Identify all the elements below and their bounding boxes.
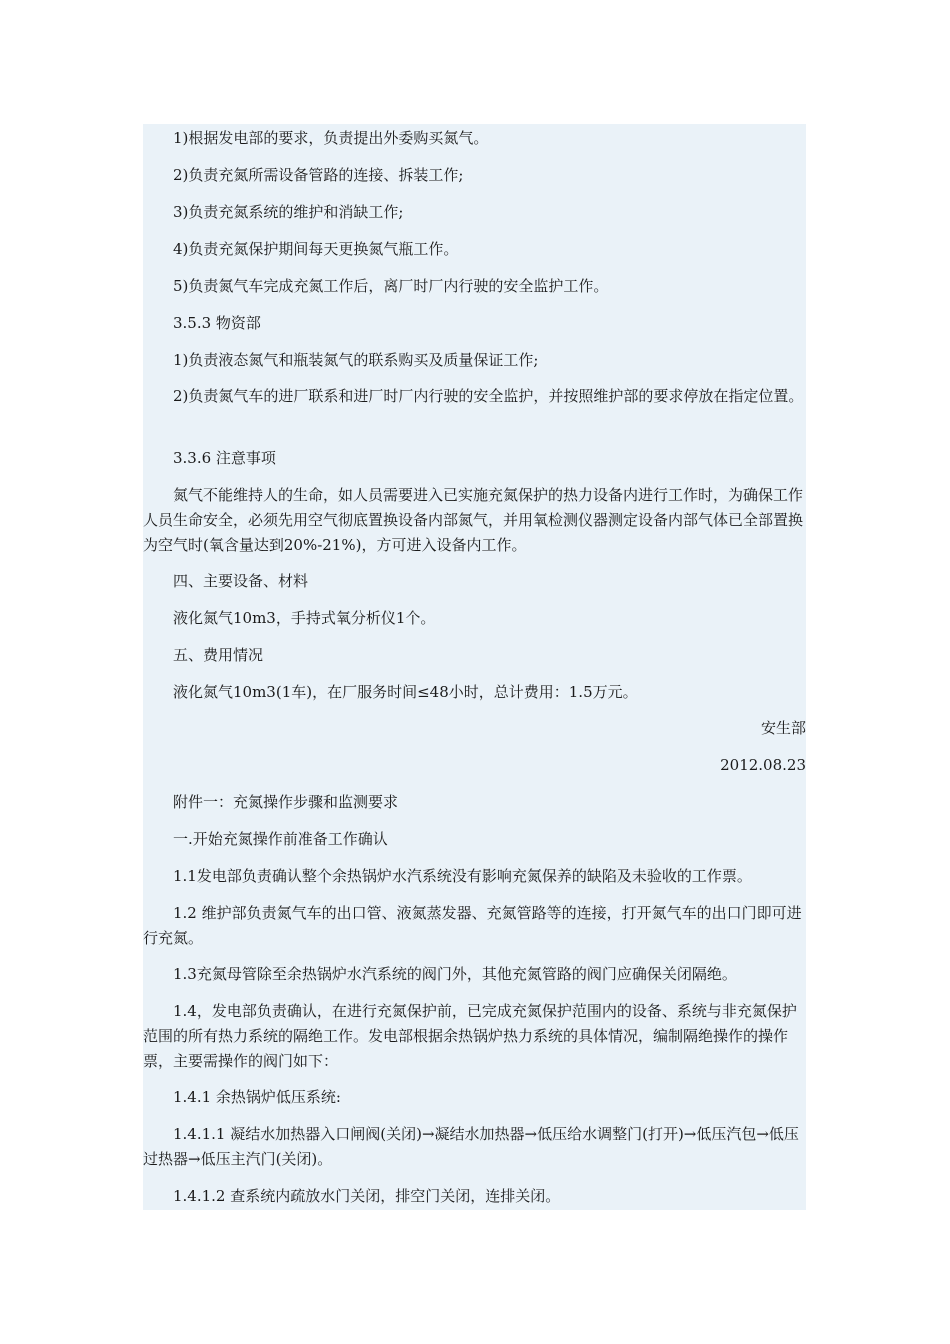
document-body <box>143 124 806 1210</box>
paragraph-step-1-4: 1.4，发电部负责确认，在进行充氮保护前，已完成充氮保护范围内的设备、系统与非充氮保护范围的所有热力系统的隔绝工作。发电部根据余热锅炉热力系统的具体情况，编制隔绝操作的操作票，主要需操作的阀门如下： <box>143 1002 797 1070</box>
section-heading-353: 3.5.3 物资部 <box>173 314 261 332</box>
paragraph-step-1-4-1: 1.4.1 余热锅炉低压系统: <box>173 1088 341 1106</box>
paragraph-step-1-2: 1.2 维护部负责氮气车的出口管、液氮蒸发器、充氮管路等的连接，打开氮气车的出口门即可进行充氮。 <box>143 904 802 947</box>
paragraph-item-5: 5)负责氮气车完成充氮工作后，离厂时厂内行驶的安全监护工作。 <box>173 277 609 295</box>
section-heading-cost: 五、费用情况 <box>173 646 264 664</box>
paragraph-item-2: 2)负责充氮所需设备管路的连接、拆装工作; <box>173 166 464 184</box>
section-heading-prep: 一.开始充氮操作前准备工作确认 <box>173 830 388 848</box>
paragraph-notice: 氮气不能维持人的生命，如人员需要进入已实施充氮保护的热力设备内进行工作时，为确保工作人员生命安全，必须先用空气彻底置换设备内部氮气，并用氧检测仪器测定设备内部气体已全部置换为空气时(氧含量达到20%-21%)，方可进入设备内工作。 <box>143 486 804 554</box>
paragraph-step-1-4-1-2: 1.4.1.2 查系统内疏放水门关闭，排空门关闭，连排关闭。 <box>173 1187 561 1205</box>
paragraph-step-1-1: 1.1发电部负责确认整个余热锅炉水汽系统没有影响充氮保养的缺陷及未验收的工作票。 <box>173 867 752 885</box>
paragraph-item-3: 3)负责充氮系统的维护和消缺工作; <box>173 203 404 221</box>
signature-date: 2012.08.23 <box>720 756 806 774</box>
section-heading-equipment: 四、主要设备、材料 <box>173 572 309 590</box>
paragraph-cost: 液化氮气10m3(1车)，在厂服务时间≤48小时，总计费用：1.5万元。 <box>173 683 638 701</box>
signature-department: 安生部 <box>760 719 806 737</box>
paragraph-equipment: 液化氮气10m3，手持式氧分析仪1个。 <box>173 609 436 627</box>
paragraph-step-1-4-1-1: 1.4.1.1 凝结水加热器入口闸阀(关闭)→凝结水加热器→低压给水调整门(打开)→低压汽包→低压过热器→低压主汽门(关闭)。 <box>143 1125 799 1168</box>
paragraph-supply-2: 2)负责氮气车的进厂联系和进厂时厂内行驶的安全监护，并按照维护部的要求停放在指定位置。 <box>173 387 804 405</box>
paragraph-step-1-3: 1.3充氮母管除至余热锅炉水汽系统的阀门外，其他充氮管路的阀门应确保关闭隔绝。 <box>173 965 737 983</box>
section-heading-336: 3.3.6 注意事项 <box>173 449 276 467</box>
paragraph-item-4: 4)负责充氮保护期间每天更换氮气瓶工作。 <box>173 240 459 258</box>
paragraph-item-1: 1)根据发电部的要求，负责提出外委购买氮气。 <box>173 129 489 147</box>
attachment-title: 附件一：充氮操作步骤和监测要求 <box>173 793 399 811</box>
paragraph-supply-1: 1)负责液态氮气和瓶装氮气的联系购买及质量保证工作; <box>173 351 539 369</box>
